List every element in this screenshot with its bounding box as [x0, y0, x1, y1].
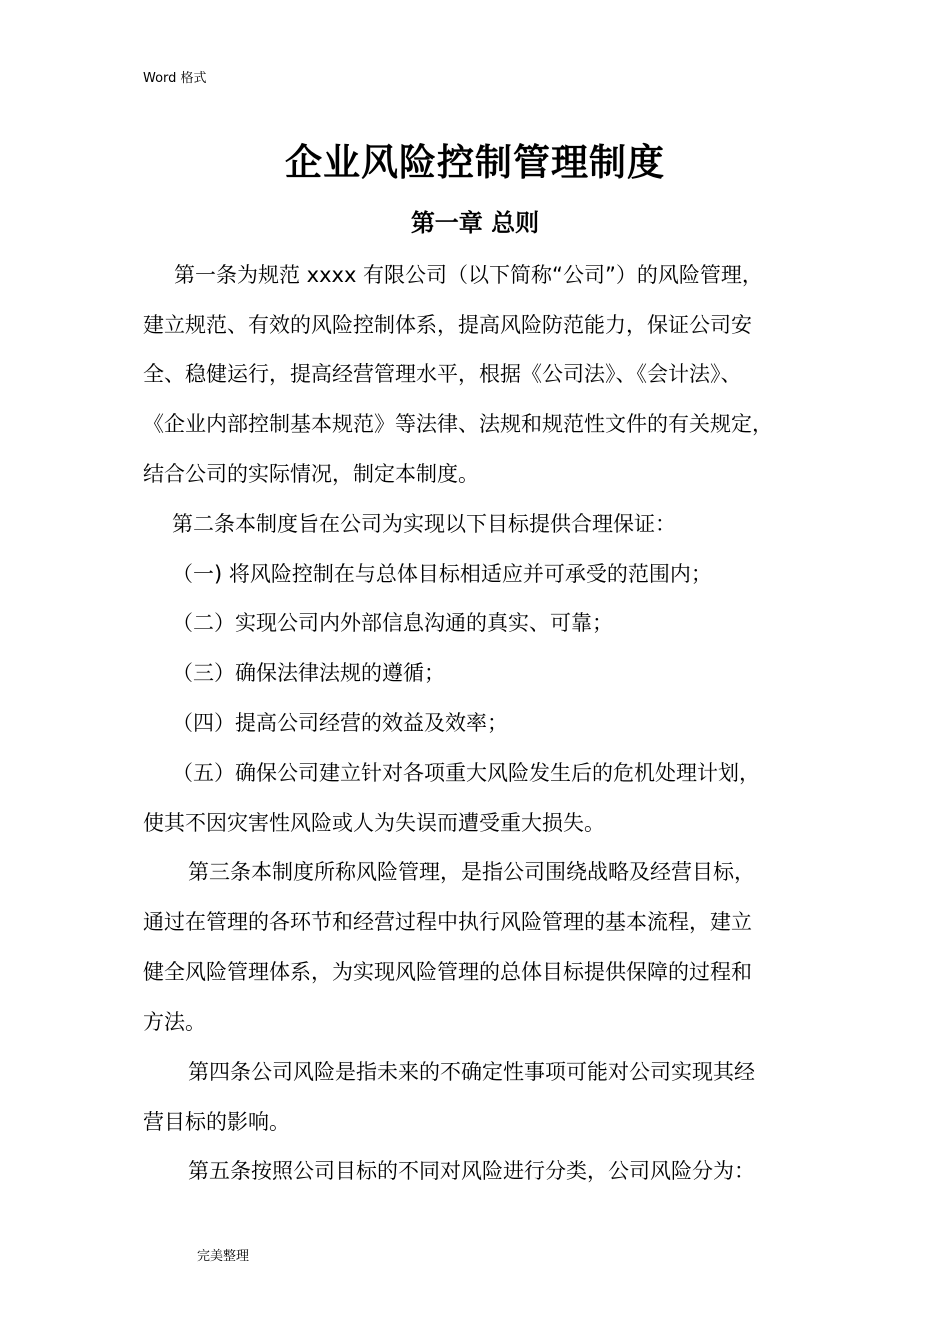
list-item: （四）提高公司经营的效益及效率； — [172, 711, 508, 735]
list-item: （一) 将风险控制在与总体目标相适应并可承受的范围内； — [172, 562, 712, 586]
paragraph-line: 健全风险管理体系，为实现风险管理的总体目标提供保障的过程和 — [143, 960, 752, 984]
paragraph-line: 建立规范、有效的风险控制体系，提高风险防范能力，保证公司安 — [143, 313, 752, 337]
paragraph-line: 第二条本制度旨在公司为实现以下目标提供合理保证： — [172, 512, 676, 536]
chapter-heading: 第一章 总则 — [410, 209, 540, 237]
document-title: 企业风险控制管理制度 — [285, 141, 665, 184]
paragraph-line: 全、稳健运行，提高经营管理水平，根据《公司法》、《会计法》、 — [143, 362, 742, 386]
header-label: Word 格式 — [143, 71, 207, 86]
list-item: （二）实现公司内外部信息沟通的真实、可靠； — [172, 611, 613, 635]
paragraph-line: 营目标的影响。 — [143, 1110, 290, 1134]
paragraph-line: 结合公司的实际情况，制定本制度。 — [143, 462, 479, 486]
paragraph-line: 使其不因灾害性风险或人为失误而遭受重大损失。 — [143, 811, 605, 835]
paragraph-line: 第一条为规范 xxxx 有限公司（以下简称“公司”）的风险管理， — [174, 263, 763, 287]
paragraph-line: 第三条本制度所称风险管理，是指公司围绕战略及经营目标， — [188, 860, 755, 884]
paragraph-line: 第四条公司风险是指未来的不确定性事项可能对公司实现其经 — [188, 1060, 755, 1084]
paragraph-line: 通过在管理的各环节和经营过程中执行风险管理的基本流程，建立 — [143, 910, 752, 934]
footer-label: 完美整理 — [197, 1249, 250, 1264]
list-item: （五）确保公司建立针对各项重大风险发生后的危机处理计划， — [172, 761, 760, 785]
list-item: （三）确保法律法规的遵循； — [172, 661, 445, 685]
paragraph-line: 第五条按照公司目标的不同对风险进行分类，公司风险分为： — [188, 1159, 755, 1183]
paragraph-line: 方法。 — [143, 1010, 206, 1034]
paragraph-line: 《企业内部控制基本规范》等法律、法规和规范性文件的有关规定， — [143, 412, 773, 436]
